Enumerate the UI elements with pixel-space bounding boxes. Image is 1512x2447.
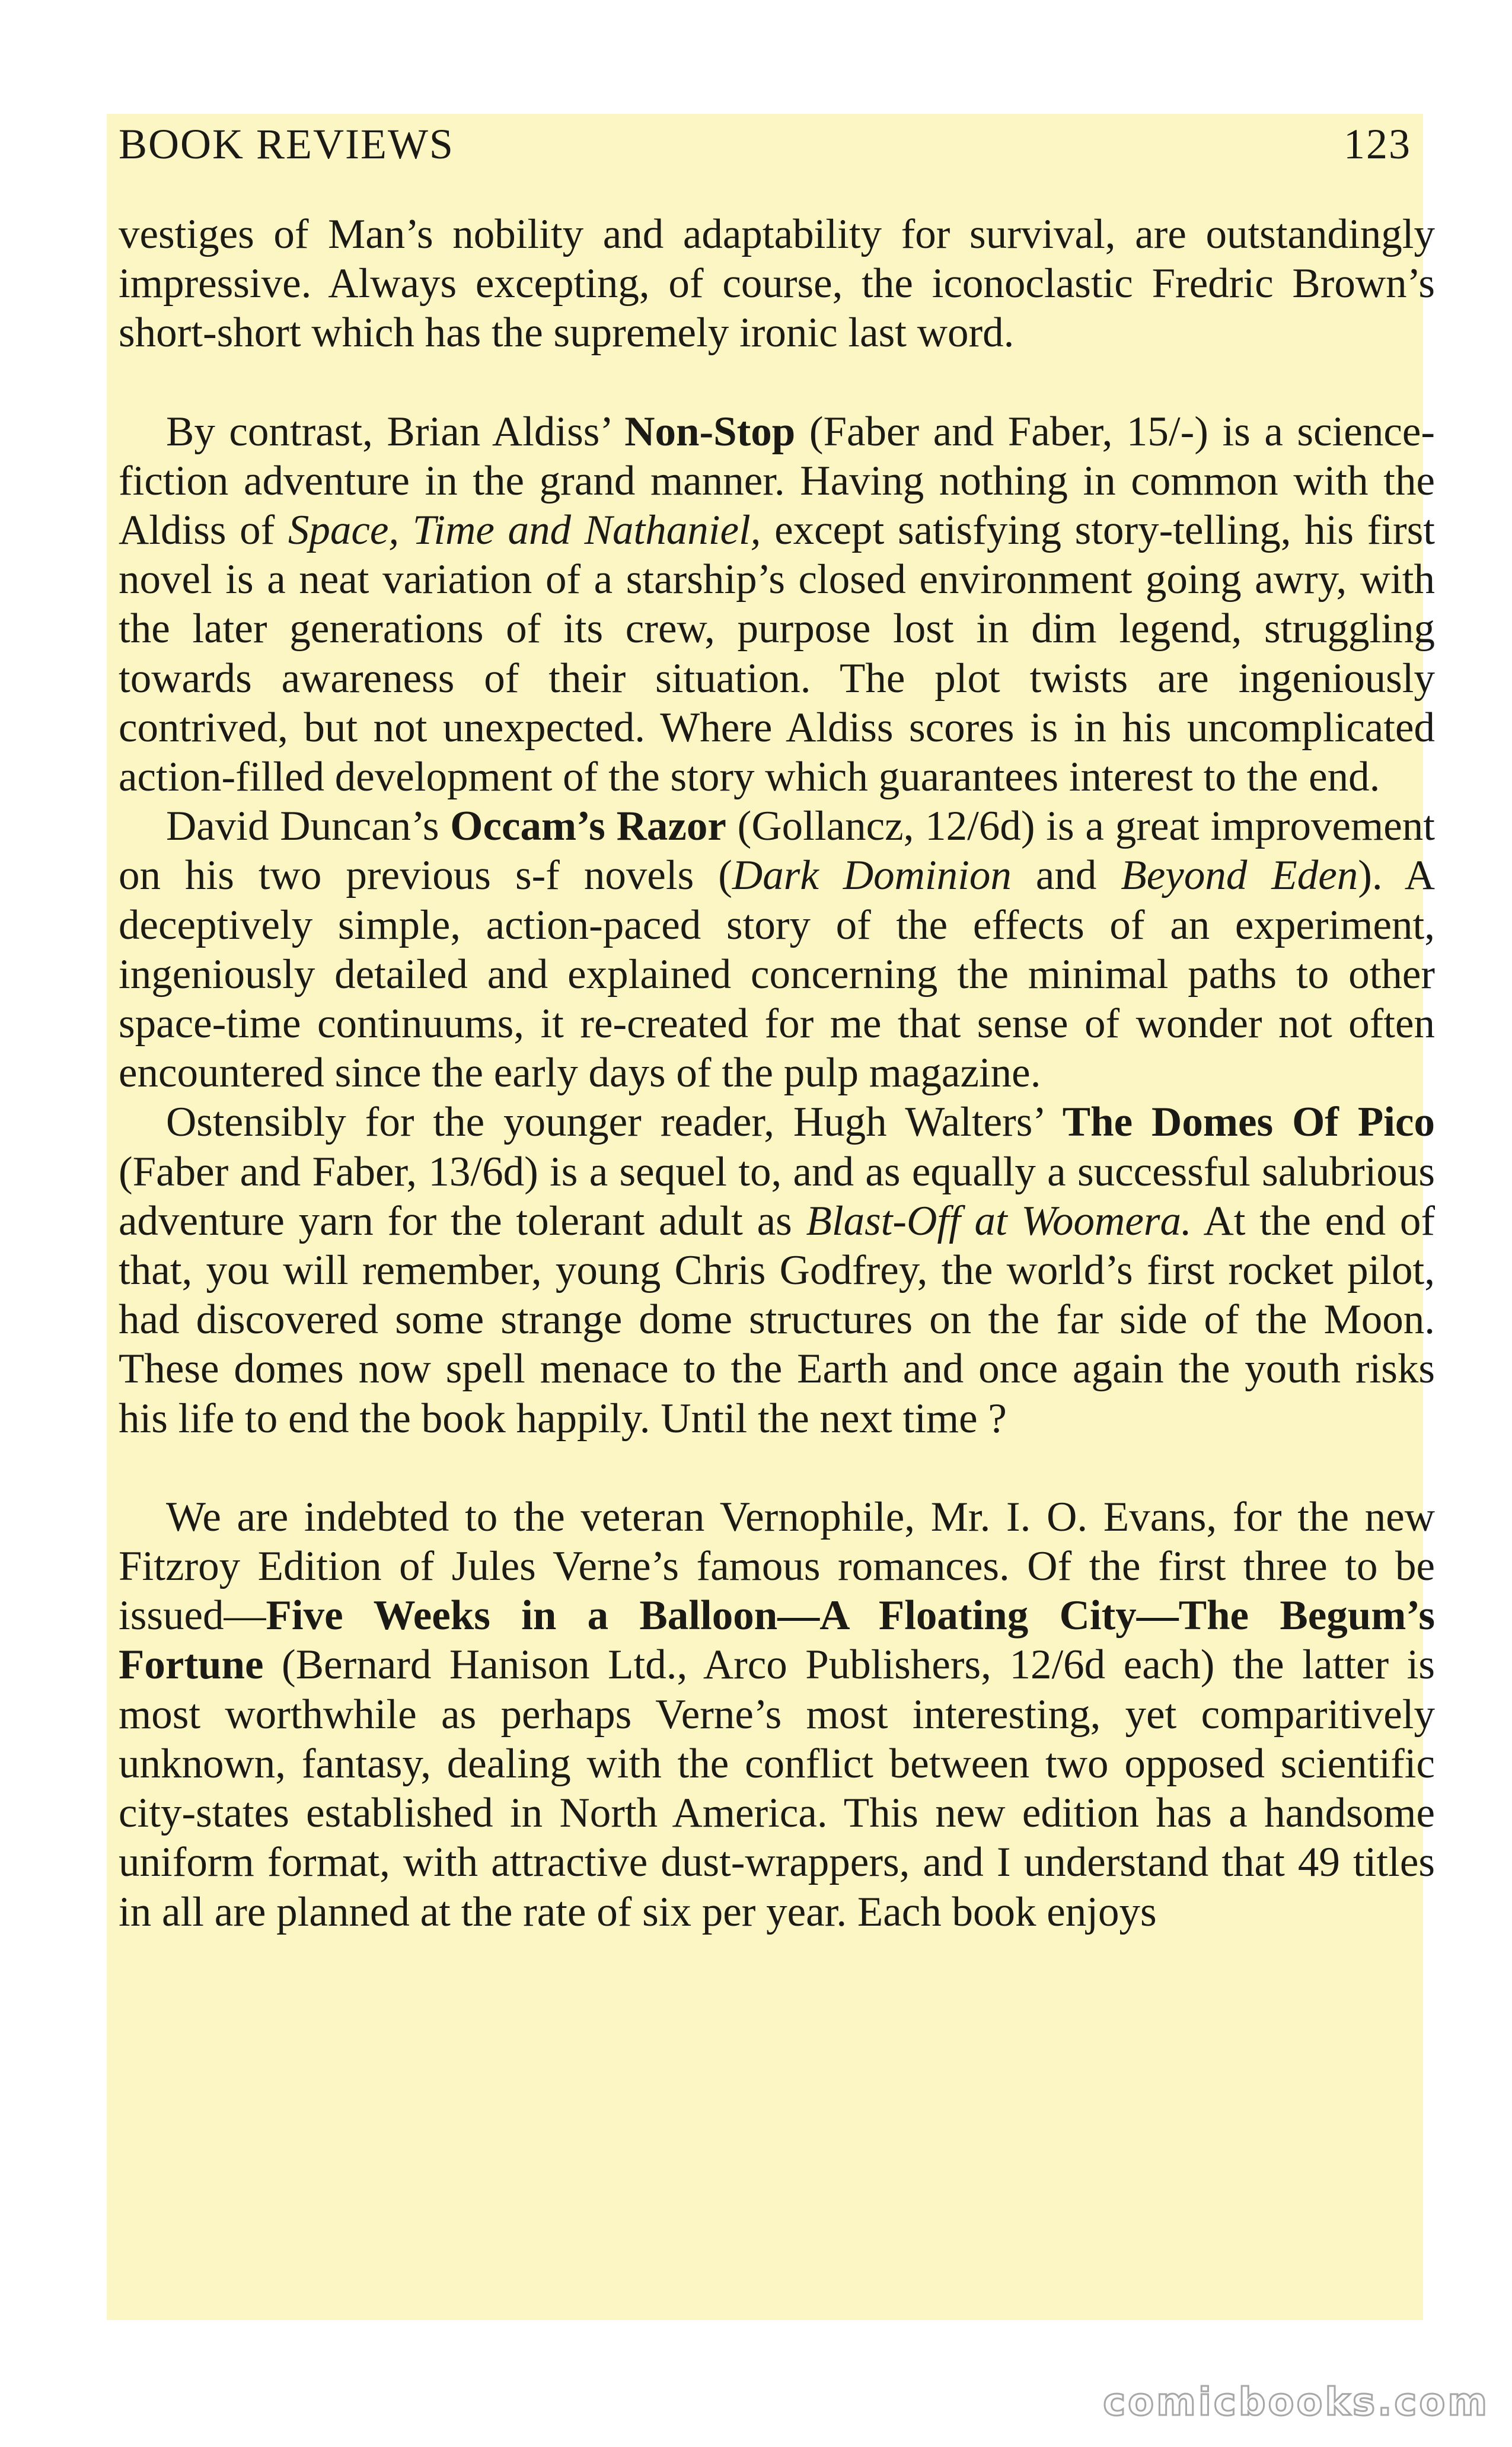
paragraph-brown-conclusion — [119, 210, 1435, 358]
book-title-blast-off-at-woomera: Blast-Off at Woomera. — [806, 1197, 1192, 1244]
book-titles-verne: Five Weeks in a Balloon—A Floating City—The Begum’s Fortune — [119, 1592, 1435, 1688]
review-text — [119, 210, 1435, 1937]
book-title-space-time-nathaniel: Space, Time and Nathaniel, — [288, 507, 761, 554]
paragraph-domes-of-pico-review — [119, 1098, 1435, 1443]
paragraph-text: vestiges of Man’s nobility and adaptability for survival, are outstandingly impressive. Always excepting, of course, the iconoclastic Fredric Brown’s short-short which has the supremely ironic last word. — [119, 211, 1435, 356]
paragraph-text: Ostensibly for the younger reader, Hugh Walters’ — [166, 1099, 1063, 1146]
paragraph-text: By contrast, Brian Aldiss’ — [166, 408, 625, 455]
paragraph-text: David Duncan’s — [166, 803, 451, 850]
book-page — [107, 114, 1436, 2320]
page-number: 123 — [1344, 120, 1411, 168]
paragraph-text: At the end of that, you will remember, young Chris Godfrey, the world’s first rocket pilot, had discovered some strange dome structures on the far side of the Moon. These domes now spell menace to the Earth and once again the youth risks his life to end the book happily. Until the next time ? — [119, 1197, 1436, 1442]
paragraph-text: (Bernard Hanison Ltd., Arco Publishers, 12/6d each) the latter is most worthwhile as perhaps Verne’s most interesting, yet comparitively unknown, fantasy, dealing with the conflict between two opposed scientific city-states established in North America. This new edition has a handsome uniform format, with attractive dust-wrappers, and I understand that 49 titles in all are planned at the rate of six per year. Each book enjoys — [119, 1642, 1435, 1935]
book-title-beyond-eden: Beyond Eden — [1121, 852, 1358, 899]
paragraph-text: (Faber and Faber, 13/6d) is a sequel to, and as equally a successful salubrious adventure yarn for the tolerant adult as — [119, 1148, 1435, 1244]
book-title-occams-razor: Occam’s Razor — [450, 803, 726, 850]
watermark: comicbooks.com — [1103, 2381, 1489, 2424]
paragraph-jules-verne-review — [119, 1493, 1435, 1937]
paragraph-text: (Gollancz, 12/6d) is a great improvement on his two previous s-f novels ( — [119, 803, 1435, 899]
book-title-non-stop: Non-Stop — [624, 408, 796, 455]
paragraph-text: except satisfying story-telling, his first novel is a neat variation of a starship’s closed environment going awry, with the later generations of its crew, purpose lost in dim legend, struggling towards awareness of their situation. The plot twists are ingeniously contrived, but not unexpected. Where Aldiss scores is in his uncomplicated action-filled development of the story which guarantees interest to the end. — [119, 507, 1435, 801]
paragraph-text: ). A deceptively simple, action-paced story of the effects of an experiment, ingeniously detailed and explained concerning the minimal paths to other space-time continuums, it re-created for me that sense of wonder not often encountered since the early days of the pulp magazine. — [119, 852, 1436, 1097]
book-title-dark-dominion: Dark Dominion — [732, 852, 1012, 899]
paragraph-non-stop-review — [119, 407, 1435, 802]
paragraph-text: We are indebted to the veteran Vernophile, Mr. I. O. Evans, for the new Fitzroy Edition of Jules Verne’s famous romances. Of the first three to be issued— — [119, 1493, 1435, 1639]
paragraph-text: and — [1011, 852, 1121, 899]
page-header — [119, 114, 1411, 179]
book-title-domes-of-pico: The Domes Of Pico — [1062, 1099, 1435, 1146]
running-head: BOOK REVIEWS — [119, 120, 454, 168]
paragraph-text: (Faber and Faber, 15/-) is a science-fiction adventure in the grand manner. Having nothing in common with the Aldiss of — [119, 408, 1435, 554]
paragraph-occams-razor-review — [119, 802, 1435, 1098]
